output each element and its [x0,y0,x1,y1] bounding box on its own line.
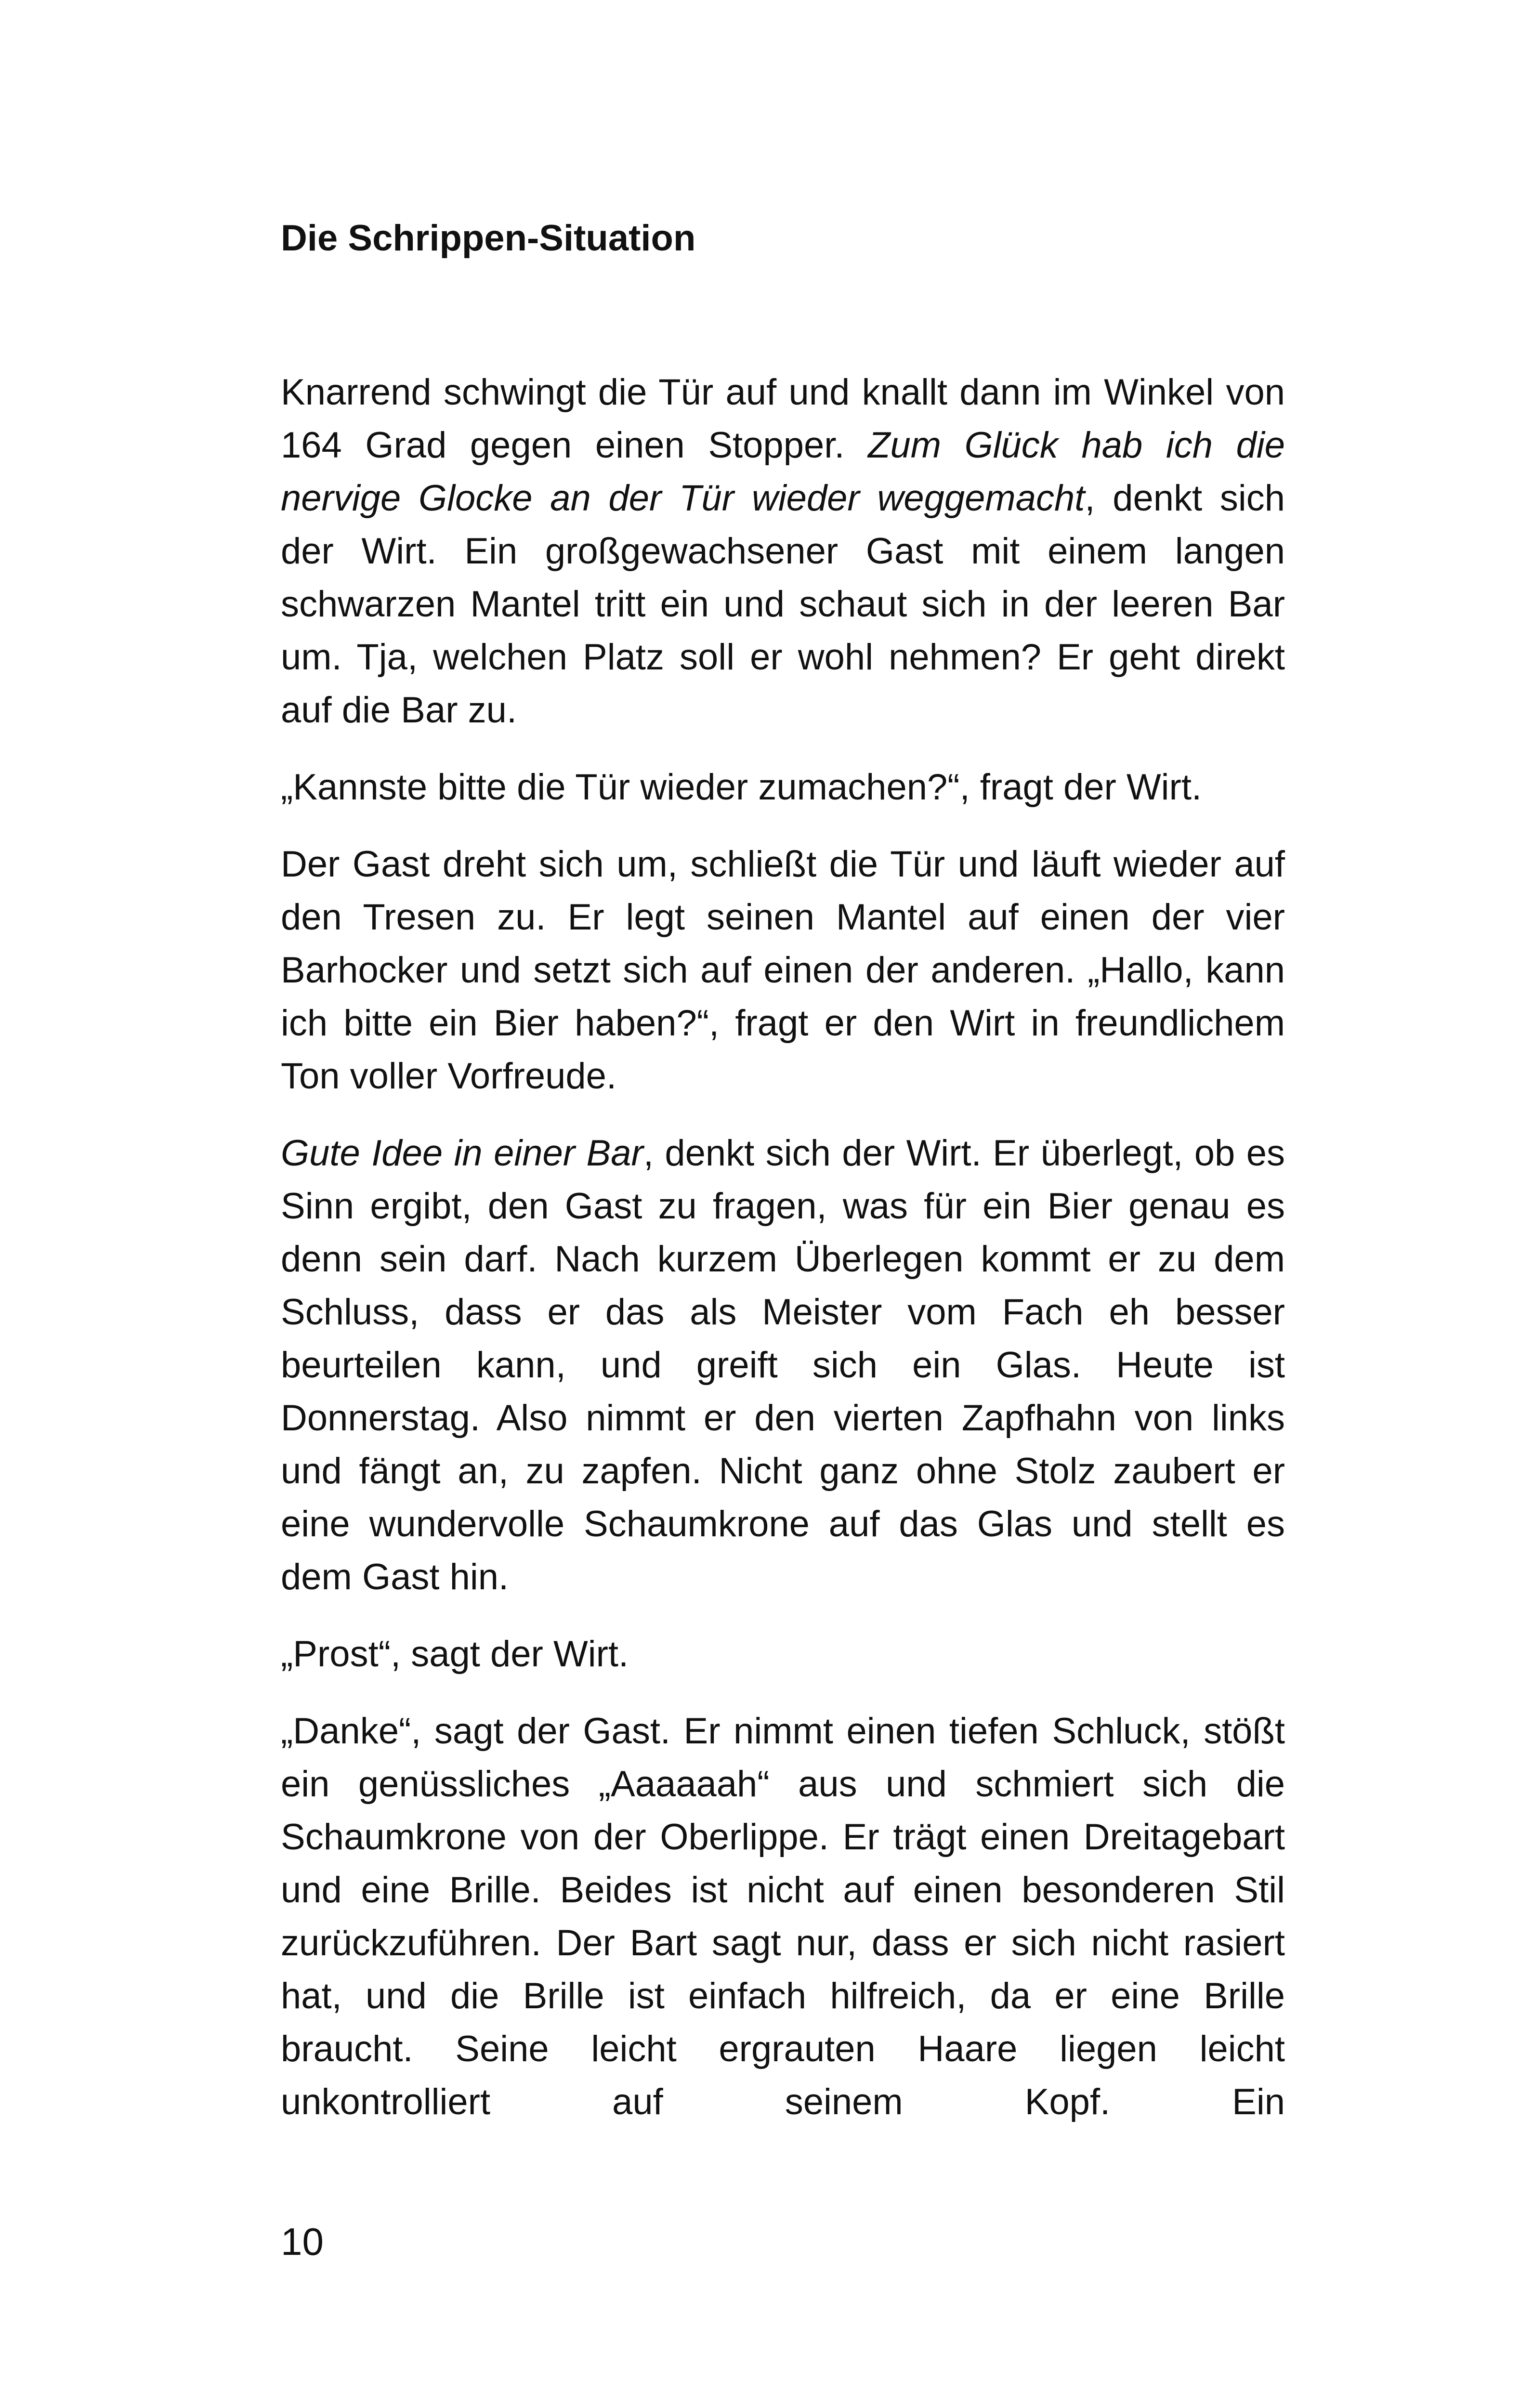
text-segment: „Prost“, sagt der Wirt. [281,1634,629,1675]
paragraph [281,1705,1285,2129]
body-text [281,366,1285,2153]
chapter-title: Die Schrippen-Situation [281,218,696,259]
text-segment: Knarrend schwingt die Tür auf und knallt dann im Winkel von 164 Grad gegen einen Stopper. [281,372,1285,466]
text-segment: „Danke“, sagt der Gast. Er nimmt einen tiefen Schluck, stößt ein genüssliches „Aaaaaah“ aus und schmiert sich die Schaumkrone von der Oberlippe. Er trägt einen Dreitagebart und eine Brille. Beides ist nicht auf einen besonderen Stil zurückzuführen. Der Bart sagt nur, dass er sich nicht rasiert hat, und die Brille ist einfach hilfreich, da er eine Brille braucht. Seine leicht ergrauten Haare liegen leicht unkontrolliert auf seinem Kopf. Ein [281,1711,1285,2122]
paragraph [281,366,1285,737]
paragraph [281,1628,1285,1681]
text-segment: „Kannste bitte die Tür wieder zumachen?“, fragt der Wirt. [281,767,1202,808]
text-segment: Der Gast dreht sich um, schließt die Tür und läuft wieder auf den Tresen zu. Er legt seinen Mantel auf einen der vier Barhocker und setzt sich auf einen der anderen. „Hallo, kann ich bitte ein Bier haben?“, fragt er den Wirt in freundlichem Ton voller Vorfreude. [281,844,1285,1097]
text-segment: , denkt sich der Wirt. Ein großgewachsener Gast mit einem langen schwarzen Mantel tritt ein und schaut sich in der leeren Bar um. Tja, welchen Platz soll er wohl nehmen? Er geht direkt auf die Bar zu. [281,478,1285,731]
page-number: 10 [281,2220,324,2263]
paragraph [281,838,1285,1103]
paragraph [281,1127,1285,1604]
text-segment: , denkt sich der Wirt. Er überlegt, ob es Sinn ergibt, den Gast zu fragen, was für ein Bier genau es denn sein darf. Nach kurzem Überlegen kommt er zu dem Schluss, dass er das als Meister vom Fach eh besser beurteilen kann, und greift sich ein Glas. Heute ist Donnerstag. Also nimmt er den vierten Zapfhahn von links und fängt an, zu zapfen. Nicht ganz ohne Stolz zaubert er eine wundervolle Schaumkrone auf das Glas und stellt es dem Gast hin. [281,1133,1285,1597]
italic-thought: Gute Idee in einer Bar [281,1133,643,1174]
paragraph [281,761,1285,814]
italic-thought: Zum Glück hab ich die nervige Glocke an der Tür wieder weggemacht [281,425,1285,519]
